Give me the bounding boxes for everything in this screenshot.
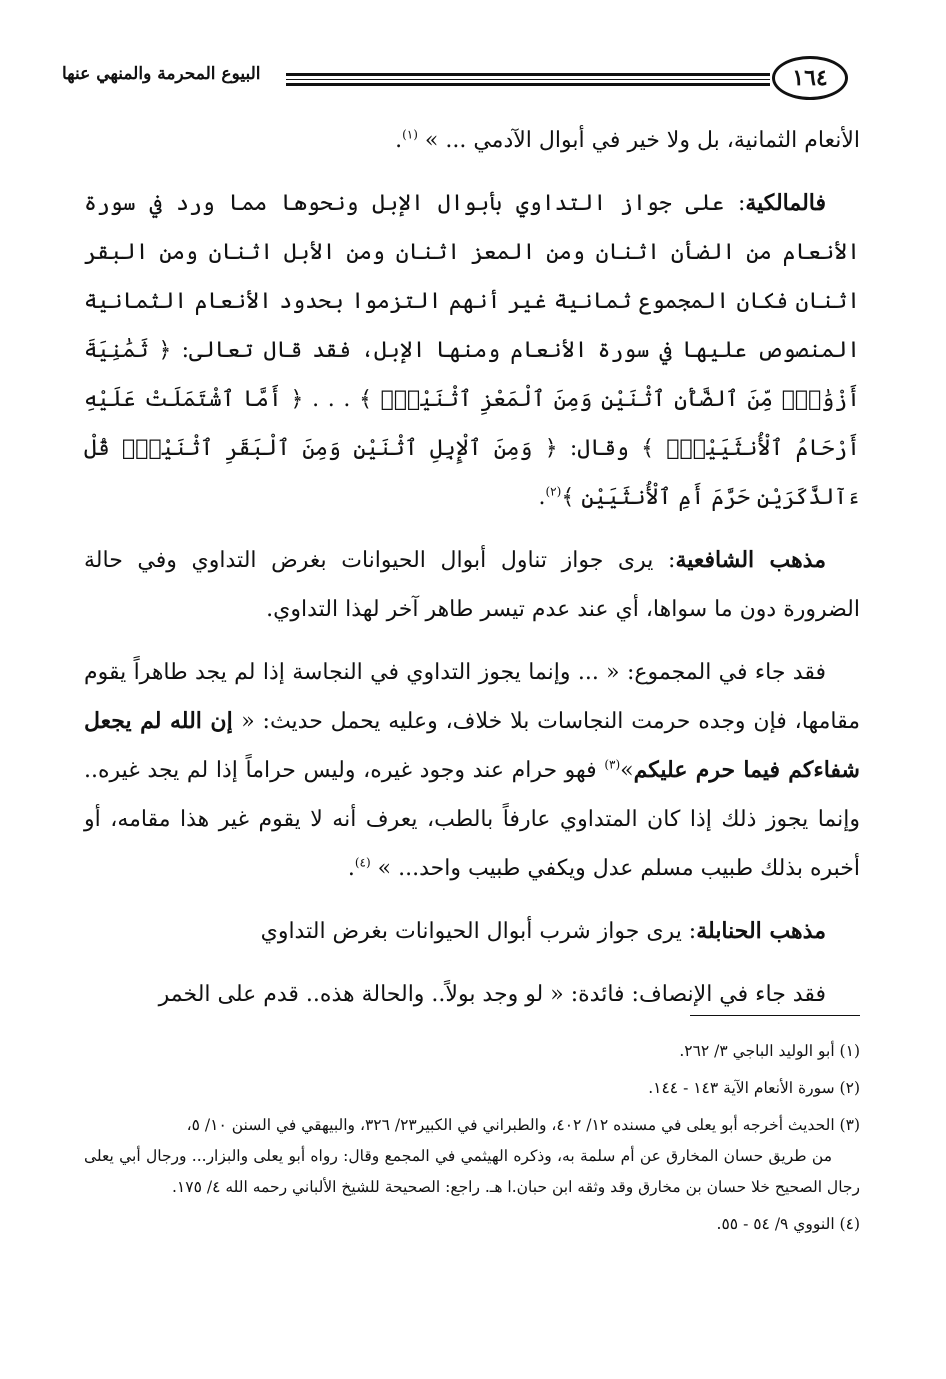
footnote-separator	[690, 1015, 860, 1016]
hanbali-heading: مذهب الحنابلة	[696, 918, 826, 944]
footnote-2: (٢) سورة الأنعام الآية ١٤٣ - ١٤٤.	[648, 1079, 860, 1097]
footnote-3	[84, 1110, 860, 1203]
shafii-text: : يرى جواز تناول أبوال الحيوانات بغرض التداوي وفي حالة الضرورة دون ما سواها، أي عند عدم تيسر طاهر آخر لهذا التداوي.	[84, 548, 860, 622]
page-number-text: ١٦٤	[792, 65, 828, 91]
maliki-text: : على جواز التداوي بأبوال الإبل ونحوها مما ورد في سورة الأنعام من الضأن اثنان ومن المعز اثنان ومن الأبل اثنان ومن البقر اثنان فكان المجموع ثمانية غير أنهم التزموا بحدود الأنعام الثمانية المنصوص عليها في سورة الأنعام ومنها الإبل، فقد قال تعالى:	[84, 191, 860, 363]
majmu-text-a: فقد جاء في المجموع: « ... وإنما يجوز التداوي في النجاسة إذا لم يجد طاهراً يقوم مقامها، فإن وجده حرمت النجاسات بلا خلاف، وعليه يحمل حديث: «	[84, 660, 860, 734]
header-rule-middle	[286, 79, 770, 80]
hanbali-text: : يرى جواز شرب أبوال الحيوانات بغرض التداوي	[260, 919, 697, 944]
shafii-heading: مذهب الشافعية	[675, 547, 826, 573]
footnote-ref-1: (١)	[402, 127, 418, 142]
page-number	[772, 56, 848, 100]
header-rule-top	[286, 73, 770, 76]
paragraph-maliki	[84, 179, 860, 522]
p1-end: .	[395, 128, 403, 153]
footnotes	[84, 1036, 860, 1246]
hadith-close: »	[620, 758, 634, 783]
quran-verse-1: ﴿ ثَمَٰنِيَةَ أَزْوَٰجٍۖ مِّنَ ٱلضَّأْنِ ٱثْنَيْنِ وَمِنَ ٱلْمَعْزِ ٱثْنَيْنِۗ ﴾ . . . ﴿ أَمَّا ٱشْتَمَلَتْ عَلَيْهِ أَرْحَامُ ٱلْأُنثَيَيْنِۖ ﴾	[84, 338, 861, 461]
paragraph-shafii	[84, 536, 860, 634]
footnote-ref-4: (٤)	[354, 855, 371, 870]
maliki-mid: وقال:	[557, 436, 642, 461]
quran-verse-2: ﴿ وَمِنَ ٱلْإِبِلِ ٱثْنَيْنِ وَمِنَ ٱلْبَقَرِ ٱثْنَيْنِۗ قُلْ ءَآلذَّكَرَيْنِ حَرَّمَ أَمِ ٱلْأُنثَيَيْنِ ﴾	[84, 436, 860, 510]
running-title: البيوع المحرمة والمنهي عنها	[62, 64, 261, 84]
insaf-text: فقد جاء في الإنصاف: فائدة: « لو وجد بولاً.. والحالة هذه.. قدم على الخمر	[158, 982, 826, 1007]
paragraph-hanbali	[84, 907, 860, 956]
maliki-end: .	[538, 485, 546, 510]
majmu-end: .	[347, 856, 355, 881]
paragraph-1	[84, 116, 860, 165]
header-rule-bottom	[286, 83, 770, 86]
paragraph-majmu	[84, 648, 860, 893]
footnote-ref-2: (٢)	[545, 484, 562, 499]
footnote-3-continuation: من طريق حسان المخارق عن أم سلمة به، وذكره الهيثمي في المجمع وقال: رواه أبو يعلى والبزار... ورجال أبي يعلى رجال الصحيح خلا حسان بن مخارق وقد وثقه ابن حبان.ا هـ. راجع: الصحيحة للشيخ الألباني رحمه الله ٤/ ١٧٥.	[84, 1147, 860, 1196]
hadith-text: إن الله لم يجعل شفاءكم فيما حرم عليكم	[84, 708, 860, 783]
footnote-ref-3: (٣)	[604, 757, 621, 772]
main-text	[84, 116, 860, 1019]
footnote-4: (٤) النووي ٩/ ٥٤ - ٥٥.	[716, 1215, 860, 1233]
p1-text: الأنعام الثمانية، بل ولا خير في أبوال الآدمي ... »	[424, 128, 860, 153]
footnote-1: (١) أبو الوليد الباجي ٣/ ٢٦٢.	[679, 1042, 860, 1060]
maliki-heading: فالمالكية	[745, 190, 826, 216]
paragraph-insaf	[84, 970, 860, 1019]
majmu-text-b: فهو حرام عند وجود غيره، وليس حراماً إذا لم يجد غيره.. وإنما يجوز ذلك إذا كان المتداوي عارفاً بالطب، يعرف أنه لا يقوم غير هذا مقامه، أو أخبره بذلك طبيب مسلم عدل ويكفي طبيب واحد... »	[84, 758, 860, 881]
footnote-3-first-line: (٣) الحديث أخرجه أبو يعلى في مسنده ١٢/ ٤٠٢، والطبراني في الكبير٢٣/ ٣٢٦، والبيهقي في السنن ١٠/ ٥،	[186, 1116, 860, 1134]
